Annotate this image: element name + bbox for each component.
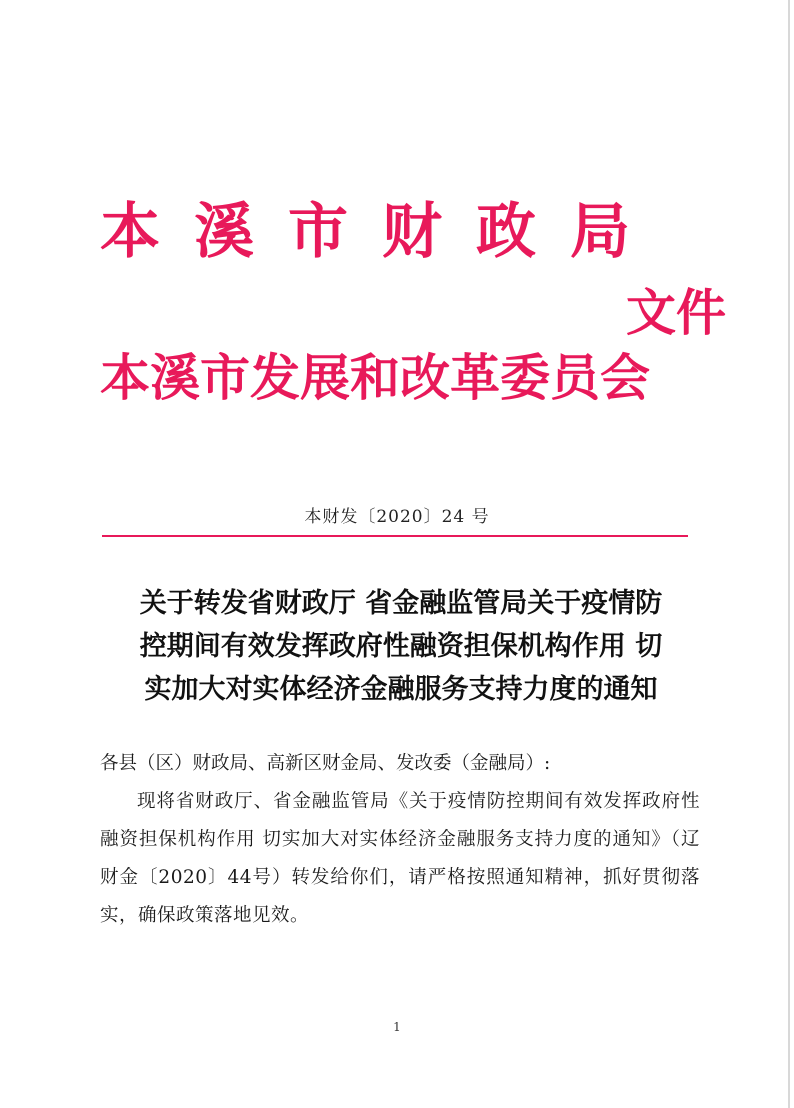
document-number: 本财发〔2020〕24 号: [304, 507, 490, 527]
title-line: 关于转发省财政厅 省金融监管局关于疫情防: [139, 588, 663, 619]
title-line: 实加大对实体经济金融服务支持力度的通知: [144, 674, 658, 705]
issuer-char: 局: [570, 197, 630, 267]
issuer-char: 政: [476, 197, 536, 267]
document-title: [96, 582, 706, 711]
issuer-char: 财: [382, 197, 442, 267]
document-suffix: 文件: [626, 284, 726, 342]
page-edge-line: [788, 0, 790, 1108]
red-divider-line: [102, 535, 688, 537]
issuer-name-finance-bureau: [100, 192, 630, 272]
issuer-char: 本: [100, 197, 160, 267]
issuer-name-development-commission: 本溪市发展和改革委员会: [100, 349, 650, 407]
salutation: 各县（区）财政局、高新区财金局、发改委（金融局）:: [100, 753, 551, 774]
issuer-char: 市: [288, 197, 348, 267]
page-number: 1: [393, 1020, 401, 1034]
issuer-char: 溪: [194, 197, 254, 267]
body-paragraph: 现将省财政厅、省金融监管局《关于疫情防控期间有效发挥政府性融资担保机构作用 切实加大对实体经济金融服务支持力度的通知》（辽财金〔2020〕44号）转发给你们，请严格按照通知精神，抓好贯彻落实，确保政策落地见效。: [100, 791, 700, 926]
title-line: 控期间有效发挥政府性融资担保机构作用 切: [139, 631, 663, 662]
document-body: [100, 745, 700, 935]
